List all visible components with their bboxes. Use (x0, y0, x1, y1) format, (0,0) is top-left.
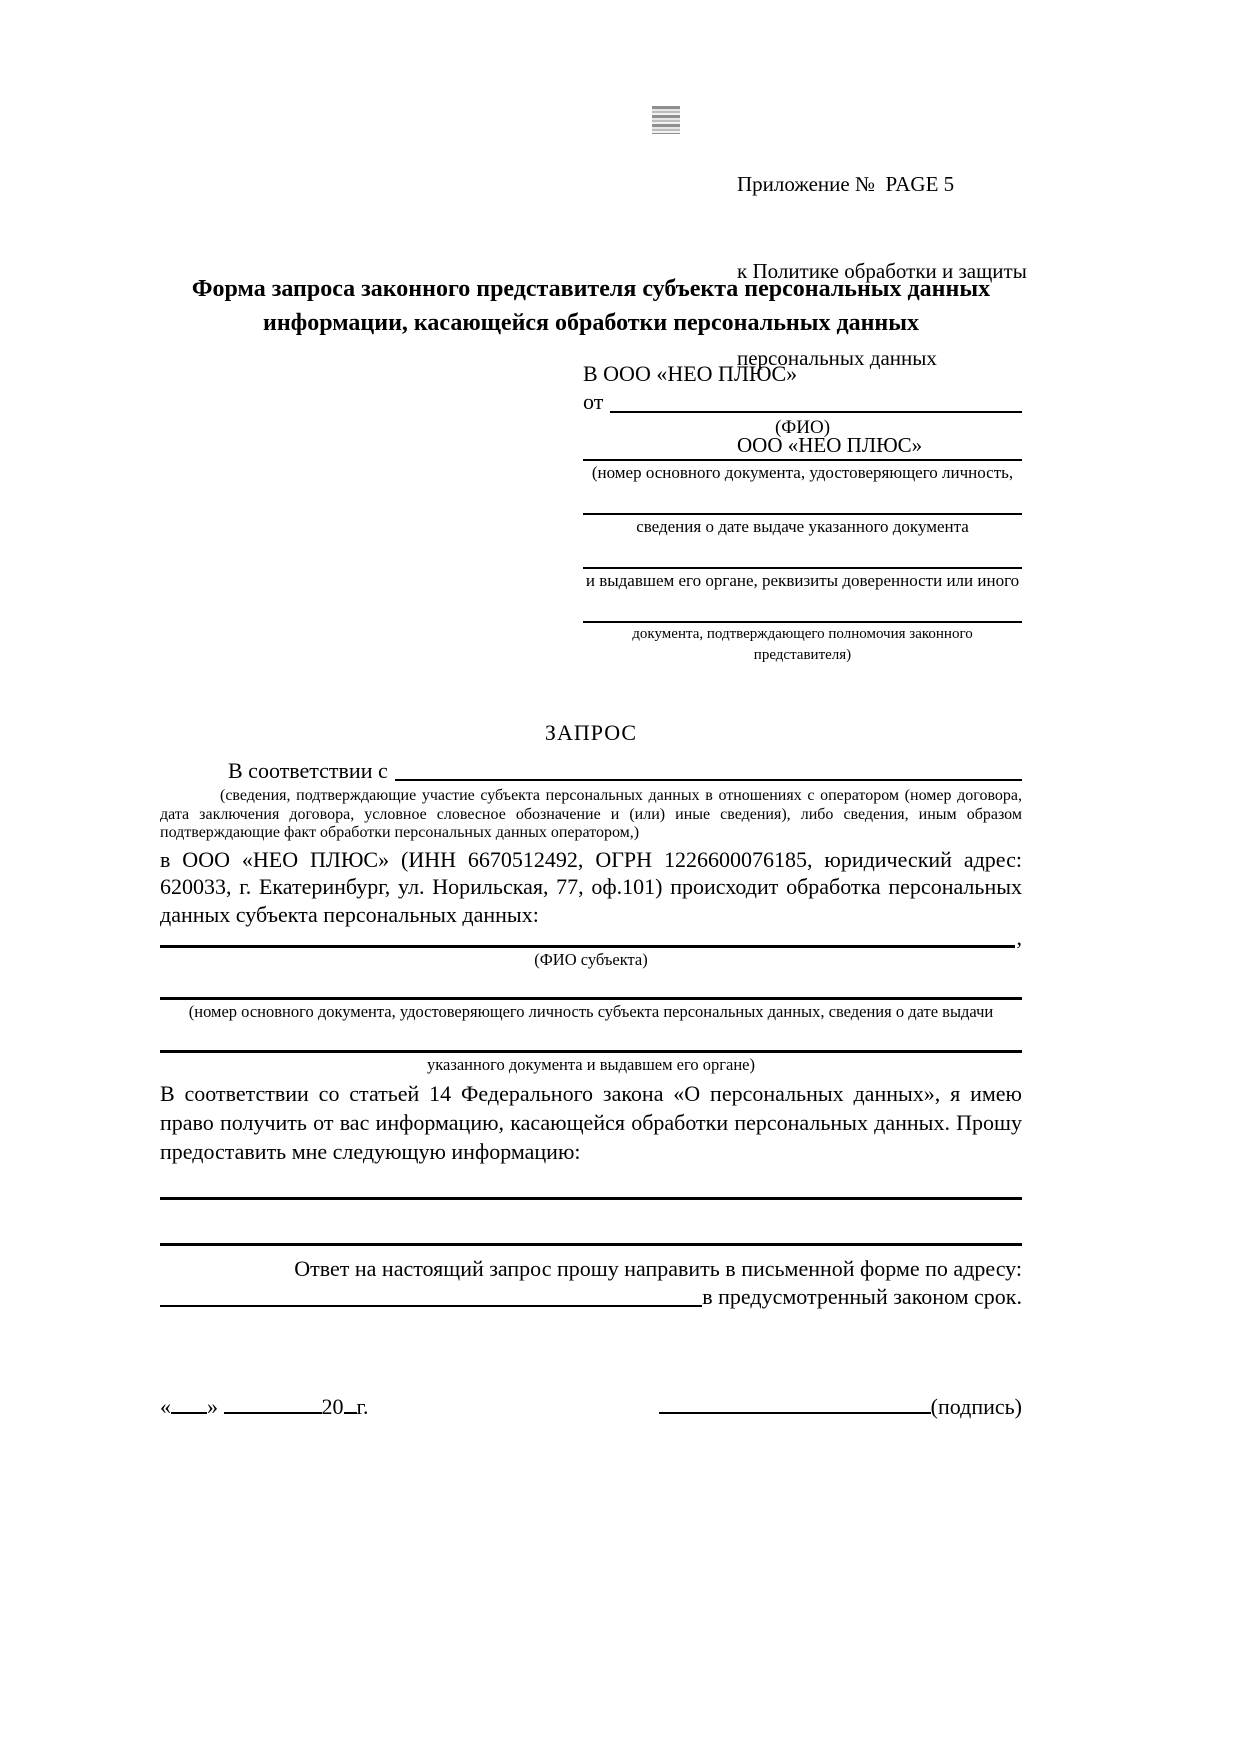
issuing-authority-blank-line (583, 537, 1022, 569)
year-suffix: г. (356, 1394, 369, 1419)
form-title (150, 272, 1032, 340)
close-quote: » (207, 1394, 218, 1419)
embedded-thumbnail-icon (652, 106, 680, 134)
subject-fio-caption: (ФИО субъекта) (534, 950, 648, 969)
day-blank-segment (171, 1394, 207, 1414)
from-row (583, 388, 1022, 416)
subject-fio-row (160, 925, 1022, 950)
request-body (160, 718, 1022, 1421)
law-paragraph: В соответствии со статьей 14 Федерального закона «О персональных данных», я имею право получить от вас информацию, касающейся обработки персональных данных. Прошу предоставить мне следующую информацию: (160, 1081, 1022, 1164)
signature-caption: (подпись) (930, 1394, 1022, 1419)
month-blank-segment (224, 1394, 322, 1414)
subject-doc-blank-line (160, 970, 1022, 1000)
subject-doc-caption-2: указанного документа и выдавшем его органе) (427, 1055, 755, 1074)
form-title-line-1: Форма запроса законного представителя субъекта персональных данных (191, 276, 991, 302)
basis-row (160, 758, 1022, 784)
answer-instruction: Ответ на настоящий запрос прошу направить в письменной форме по адресу: (294, 1256, 1022, 1281)
date-field (160, 1393, 369, 1421)
info-blank-line-1 (160, 1166, 1022, 1200)
request-heading: ЗАПРОС (544, 720, 638, 745)
appendix-number-line: Приложение № PAGE 5 (737, 172, 955, 196)
basis-blank-line (395, 779, 1022, 781)
info-blank-line-2 (160, 1200, 1022, 1246)
signature-blank-segment (659, 1394, 931, 1414)
deadline-text: в предусмотренный законом срок. (702, 1284, 1022, 1309)
authority-doc-caption: документа, подтверждающего полномочия законного представителя) (632, 626, 973, 663)
basis-label: В соответствии с (228, 758, 388, 783)
year-prefix: 20 (321, 1394, 344, 1419)
form-title-line-2: информации, касающейся обработки персональных данных (263, 310, 919, 336)
addressee-company: В ООО «НЕО ПЛЮС» (583, 361, 798, 386)
issue-date-blank-line (583, 483, 1022, 515)
address-blank-line (160, 1305, 702, 1307)
authority-doc-blank-line (583, 591, 1022, 623)
basis-footnote: (сведения, подтверждающие участие субъекта персональных данных в отношениях с оператором (номер договора, дата заключения договора, условное словесное обозначение и (или) иные сведения), либо сведения, иным образом подтверждающие факт обработки персональных данных оператором,) (160, 787, 1022, 841)
year-blank-segment (344, 1394, 357, 1414)
fio-caption: (ФИО) (774, 417, 831, 438)
policy-line-1: к Политике обработки и защиты (737, 259, 1027, 283)
addressee-block (583, 360, 1022, 666)
issuing-authority-caption: и выдавшем его органе, реквизиты доверенности или иного (585, 571, 1020, 590)
address-row (160, 1283, 1022, 1311)
date-signature-row (160, 1393, 1022, 1421)
issue-date-caption: сведения о дате выдаче указанного документа (636, 517, 969, 536)
from-blank-line (610, 411, 1022, 413)
from-label: от (583, 389, 604, 414)
signature-field (659, 1393, 1022, 1421)
doc-number-caption: (номер основного документа, удостоверяющего личность, (591, 463, 1014, 482)
subject-doc-blank-line-2 (160, 1022, 1022, 1053)
policy-line-2: персональных данных (737, 346, 937, 370)
open-quote: « (160, 1394, 171, 1419)
doc-number-blank-line (583, 439, 1022, 461)
subject-doc-caption-1: (номер основного документа, удостоверяющего личность субъекта персональных данных, сведения о дате выдачи (188, 1002, 994, 1021)
operator-paragraph: в ООО «НЕО ПЛЮС» (ИНН 6670512492, ОГРН 1226600076185, юридический адрес: 620033, г. Екатеринбург, ул. Норильская, 77, оф.101) происходит обработка персональных данных субъекта персональных данных: (160, 846, 1022, 927)
trailing-comma: , (1016, 925, 1022, 950)
subject-fio-blank-line (160, 928, 1015, 948)
company-name: ООО «НЕО ПЛЮС» (737, 433, 923, 457)
